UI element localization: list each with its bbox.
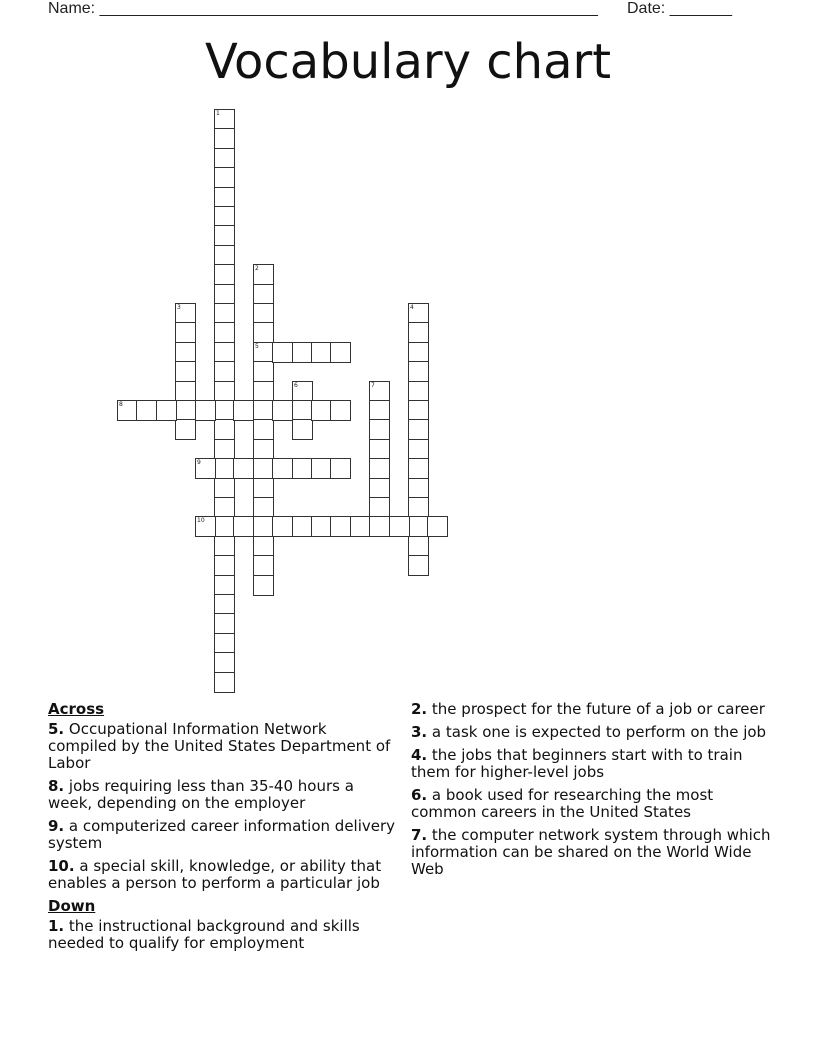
cell-number: 5 [255, 343, 259, 350]
crossword-cell[interactable] [253, 478, 274, 499]
cell-number: 1 [216, 110, 220, 117]
crossword-cell[interactable] [253, 439, 274, 460]
cell-number: 7 [371, 382, 375, 389]
crossword-cell[interactable] [311, 516, 332, 537]
name-field-label: Name: ________________________________________________________ [48, 0, 598, 17]
crossword-cell[interactable] [253, 322, 274, 343]
clue-text: a task one is expected to perform on the job [431, 723, 767, 741]
crossword-cell[interactable] [427, 516, 448, 537]
crossword-cell[interactable] [408, 458, 429, 479]
crossword-cell[interactable] [214, 672, 235, 693]
crossword-cell[interactable] [175, 361, 196, 382]
crossword-cell[interactable] [214, 245, 235, 266]
crossword-cell[interactable] [272, 516, 293, 537]
crossword-cell[interactable] [214, 613, 235, 634]
crossword-cell[interactable] [253, 264, 274, 285]
page-title: Vocabulary chart [204, 34, 612, 90]
crossword-cell[interactable] [195, 400, 216, 421]
crossword-cell[interactable] [233, 458, 254, 479]
crossword-cell[interactable] [214, 206, 235, 227]
crossword-cell[interactable] [175, 303, 196, 324]
crossword-cell[interactable] [253, 400, 274, 421]
crossword-cell[interactable] [253, 419, 274, 440]
crossword-cell[interactable] [408, 400, 429, 421]
crossword-cell[interactable] [408, 536, 429, 557]
crossword-cell[interactable] [330, 342, 351, 363]
cell-number: 6 [294, 382, 298, 389]
clue-number: 4. [411, 746, 428, 764]
crossword-cell[interactable] [369, 381, 390, 402]
crossword-cell[interactable] [233, 400, 254, 421]
across-heading: Across [48, 700, 105, 718]
crossword-cell[interactable] [292, 400, 313, 421]
crossword-cell[interactable] [195, 516, 216, 537]
crossword-cell[interactable] [369, 497, 390, 518]
crossword-cell[interactable] [253, 342, 274, 363]
clue-text: Occupational Information Network compiled by the United States Department of Labor [48, 720, 391, 772]
crossword-cell[interactable] [214, 284, 235, 305]
crossword-cell[interactable] [408, 361, 429, 382]
crossword-cell[interactable] [214, 148, 235, 169]
crossword-cell[interactable] [253, 497, 274, 518]
crossword-cell[interactable] [214, 594, 235, 615]
crossword-cell[interactable] [408, 555, 429, 576]
crossword-cell[interactable] [214, 497, 235, 518]
cell-number: 4 [410, 304, 414, 311]
crossword-cell[interactable] [117, 400, 138, 421]
crossword-cell[interactable] [214, 575, 235, 596]
crossword-cell[interactable] [214, 225, 235, 246]
clue-across-9 [48, 818, 398, 852]
clue-number: 7. [411, 826, 428, 844]
clue-number: 6. [411, 786, 428, 804]
crossword-cell[interactable] [214, 400, 235, 421]
clue-text: the computer network system through which information can be shared on the World Wide Web [411, 826, 771, 878]
clue-text: jobs requiring less than 35-40 hours a week, depending on the employer [48, 777, 354, 812]
crossword-cell[interactable] [350, 516, 371, 537]
clue-down-4 [411, 747, 771, 781]
crossword-cell[interactable] [175, 381, 196, 402]
clue-text: the jobs that beginners start with to train them for higher-level jobs [411, 746, 743, 781]
crossword-cell[interactable] [369, 458, 390, 479]
clue-across-8 [48, 778, 398, 812]
clue-number: 1. [48, 917, 65, 935]
crossword-cell[interactable] [330, 400, 351, 421]
cell-number: 2 [255, 265, 259, 272]
crossword-cell[interactable] [408, 497, 429, 518]
crossword-cell[interactable] [253, 361, 274, 382]
crossword-cell[interactable] [175, 322, 196, 343]
crossword-cell[interactable] [408, 419, 429, 440]
crossword-cell[interactable] [175, 400, 196, 421]
crossword-cell[interactable] [214, 303, 235, 324]
crossword-cell[interactable] [214, 458, 235, 479]
clue-number: 10. [48, 857, 75, 875]
clue-text: a special skill, knowledge, or ability that enables a person to perform a particular job [48, 857, 382, 892]
crossword-cell[interactable] [369, 400, 390, 421]
down-heading: Down [48, 897, 96, 915]
crossword-cell[interactable] [214, 167, 235, 188]
crossword-cell[interactable] [408, 303, 429, 324]
cell-number: 10 [197, 517, 205, 524]
clue-text: the prospect for the future of a job or career [431, 700, 765, 718]
crossword-cell[interactable] [369, 419, 390, 440]
clue-across-5 [48, 721, 398, 772]
crossword-cell[interactable] [175, 342, 196, 363]
clue-down-7 [411, 827, 771, 878]
crossword-cell[interactable] [330, 458, 351, 479]
clue-number: 9. [48, 817, 65, 835]
clue-number: 3. [411, 723, 428, 741]
cell-number: 8 [119, 401, 123, 408]
crossword-cell[interactable] [292, 381, 313, 402]
crossword-cell[interactable] [272, 400, 293, 421]
crossword-cell[interactable] [214, 381, 235, 402]
crossword-cell[interactable] [408, 516, 429, 537]
crossword-cell[interactable] [214, 322, 235, 343]
crossword-cell[interactable] [214, 439, 235, 460]
crossword-cell[interactable] [311, 458, 332, 479]
crossword-cell[interactable] [292, 516, 313, 537]
crossword-cell[interactable] [136, 400, 157, 421]
crossword-cell[interactable] [253, 555, 274, 576]
crossword-cell[interactable] [214, 652, 235, 673]
crossword-cell[interactable] [214, 555, 235, 576]
crossword-cell[interactable] [369, 478, 390, 499]
crossword-cell[interactable] [253, 458, 274, 479]
crossword-cell[interactable] [214, 264, 235, 285]
crossword-cell[interactable] [272, 458, 293, 479]
crossword-cell[interactable] [408, 322, 429, 343]
crossword-cell[interactable] [233, 516, 254, 537]
crossword-cell[interactable] [408, 342, 429, 363]
crossword-cell[interactable] [253, 536, 274, 557]
crossword-cell[interactable] [214, 516, 235, 537]
crossword-cell[interactable] [330, 516, 351, 537]
crossword-cell[interactable] [408, 381, 429, 402]
crossword-cell[interactable] [214, 187, 235, 208]
crossword-cell[interactable] [311, 400, 332, 421]
crossword-cell[interactable] [253, 284, 274, 305]
clues-left-column [48, 701, 398, 958]
clue-text: a computerized career information delivery system [48, 817, 396, 852]
crossword-cell[interactable] [369, 516, 390, 537]
crossword-cell[interactable] [408, 478, 429, 499]
crossword-cell[interactable] [156, 400, 177, 421]
cell-number: 9 [197, 459, 201, 466]
cell-number: 3 [177, 304, 181, 311]
crossword-cell[interactable] [253, 303, 274, 324]
clues-right-column [411, 701, 771, 884]
crossword-cell[interactable] [292, 458, 313, 479]
clue-text: a book used for researching the most common careers in the United States [411, 786, 714, 821]
crossword-cell[interactable] [408, 439, 429, 460]
crossword-cell[interactable] [292, 342, 313, 363]
crossword-cell[interactable] [253, 516, 274, 537]
crossword-cell[interactable] [175, 419, 196, 440]
crossword-cell[interactable] [214, 342, 235, 363]
clue-down-2 [411, 701, 771, 718]
crossword-cell[interactable] [369, 439, 390, 460]
clue-down-6 [411, 787, 771, 821]
clue-number: 5. [48, 720, 65, 738]
clue-number: 2. [411, 700, 428, 718]
crossword-cell[interactable] [253, 575, 274, 596]
crossword-cell[interactable] [214, 478, 235, 499]
clue-across-10 [48, 858, 398, 892]
clue-down-1 [48, 918, 398, 952]
date-field-label: Date: _______ [627, 0, 732, 17]
clue-number: 8. [48, 777, 65, 795]
crossword-cell[interactable] [214, 361, 235, 382]
crossword-cell[interactable] [272, 342, 293, 363]
crossword-cell[interactable] [214, 419, 235, 440]
crossword-cell[interactable] [214, 128, 235, 149]
clue-down-3 [411, 724, 771, 741]
crossword-cell[interactable] [214, 633, 235, 654]
crossword-cell[interactable] [214, 109, 235, 130]
crossword-cell[interactable] [214, 536, 235, 557]
crossword-cell[interactable] [253, 381, 274, 402]
crossword-cell[interactable] [292, 419, 313, 440]
crossword-cell[interactable] [195, 458, 216, 479]
crossword-cell[interactable] [311, 342, 332, 363]
clue-text: the instructional background and skills needed to qualify for employment [48, 917, 360, 952]
crossword-cell[interactable] [389, 516, 410, 537]
